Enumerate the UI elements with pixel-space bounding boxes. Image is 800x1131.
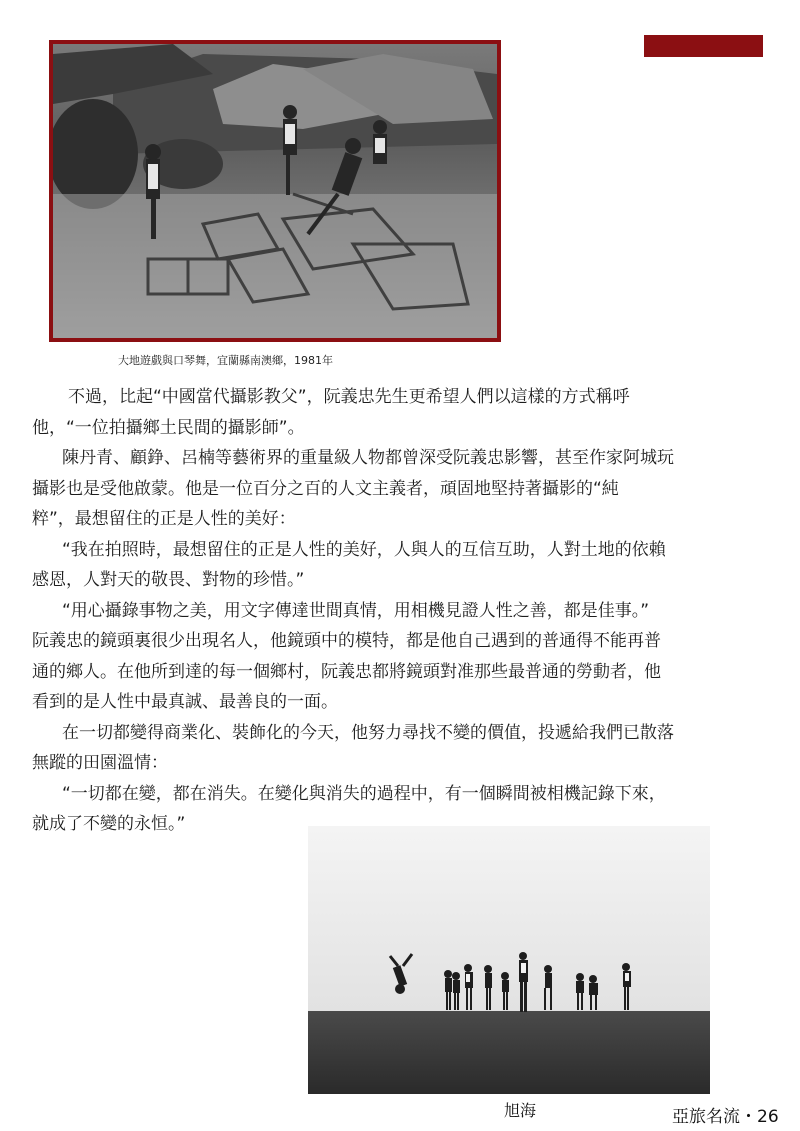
text-line: 不過，比起“中國當代攝影教父”，阮義忠先生更希望人們以這樣的方式稱呼: [68, 387, 630, 407]
paragraph-line: [32, 474, 762, 505]
page-footer: [672, 1102, 779, 1127]
paragraph-line: [32, 748, 762, 779]
magazine-name: 亞旅名流: [672, 1107, 740, 1127]
paragraph-line: [32, 504, 762, 535]
accent-bar: [644, 35, 763, 57]
text-line: 粹”，最想留住的正是人性的美好：: [32, 509, 296, 529]
page-number: 26: [757, 1107, 779, 1127]
paragraph-line: [32, 565, 762, 596]
text-line: 通的鄉人。在他所到達的每一個鄉村，阮義忠都將鏡頭對准那些最普通的勞動者，他: [32, 661, 661, 682]
beach-photo-caption: 旭海: [504, 1101, 537, 1120]
paragraph-line: [32, 626, 762, 657]
hopscotch-photo-frame: [49, 40, 501, 342]
beach-photo-image: [308, 826, 710, 1094]
text-line: 無蹤的田園溫情：: [32, 753, 168, 773]
text-line: 阮義忠的鏡頭裏很少出現名人，他鏡頭中的模特，都是他自己遇到的普通得不能再普: [32, 631, 661, 651]
article-body: [32, 382, 762, 840]
paragraph-line: [32, 382, 762, 413]
paragraph-line: [32, 718, 762, 749]
text-line: 就成了不變的永恒。”: [32, 814, 186, 834]
hopscotch-photo: [53, 44, 497, 338]
paragraph-line: [32, 779, 762, 810]
paragraph-line: [32, 687, 762, 718]
text-line: 感恩，人對天的敬畏、對物的珍惜。”: [32, 570, 305, 590]
text-line: 攝影也是受他啟蒙。他是一位百分之百的人文主義者，頑固地堅持著攝影的“純: [32, 478, 619, 499]
text-line: 看到的是人性中最真誠、最善良的一面。: [32, 692, 338, 712]
photo-caption: 大地遊戲與口琴舞，宜蘭縣南澳鄉，1981年: [118, 354, 333, 367]
text-line: “我在拍照時，最想留住的正是人性的美好，人與人的互信互助，人對土地的依賴: [62, 539, 666, 560]
paragraph-line: [32, 443, 762, 474]
paragraph-line: [32, 535, 762, 566]
footer-separator: ・: [740, 1107, 757, 1127]
text-line: 他，“一位拍攝鄉土民間的攝影師”。: [32, 417, 305, 438]
beach-photo: [308, 826, 710, 1094]
paragraph-line: [32, 657, 762, 688]
paragraph-line: [32, 413, 762, 444]
text-line: 陳丹青、顧錚、呂楠等藝術界的重量級人物都曾深受阮義忠影響，甚至作家阿城玩: [62, 448, 674, 468]
text-line: “一切都在變，都在消失。在變化與消失的過程中，有一個瞬間被相機記錄下來，: [62, 783, 666, 804]
paragraph-line: [32, 596, 762, 627]
text-line: “用心攝錄事物之美，用文字傳達世間真情，用相機見證人性之善，都是佳事。”: [62, 600, 650, 621]
text-line: 在一切都變得商業化、裝飾化的今天，他努力尋找不變的價值，投遞給我們已散落: [62, 722, 674, 743]
